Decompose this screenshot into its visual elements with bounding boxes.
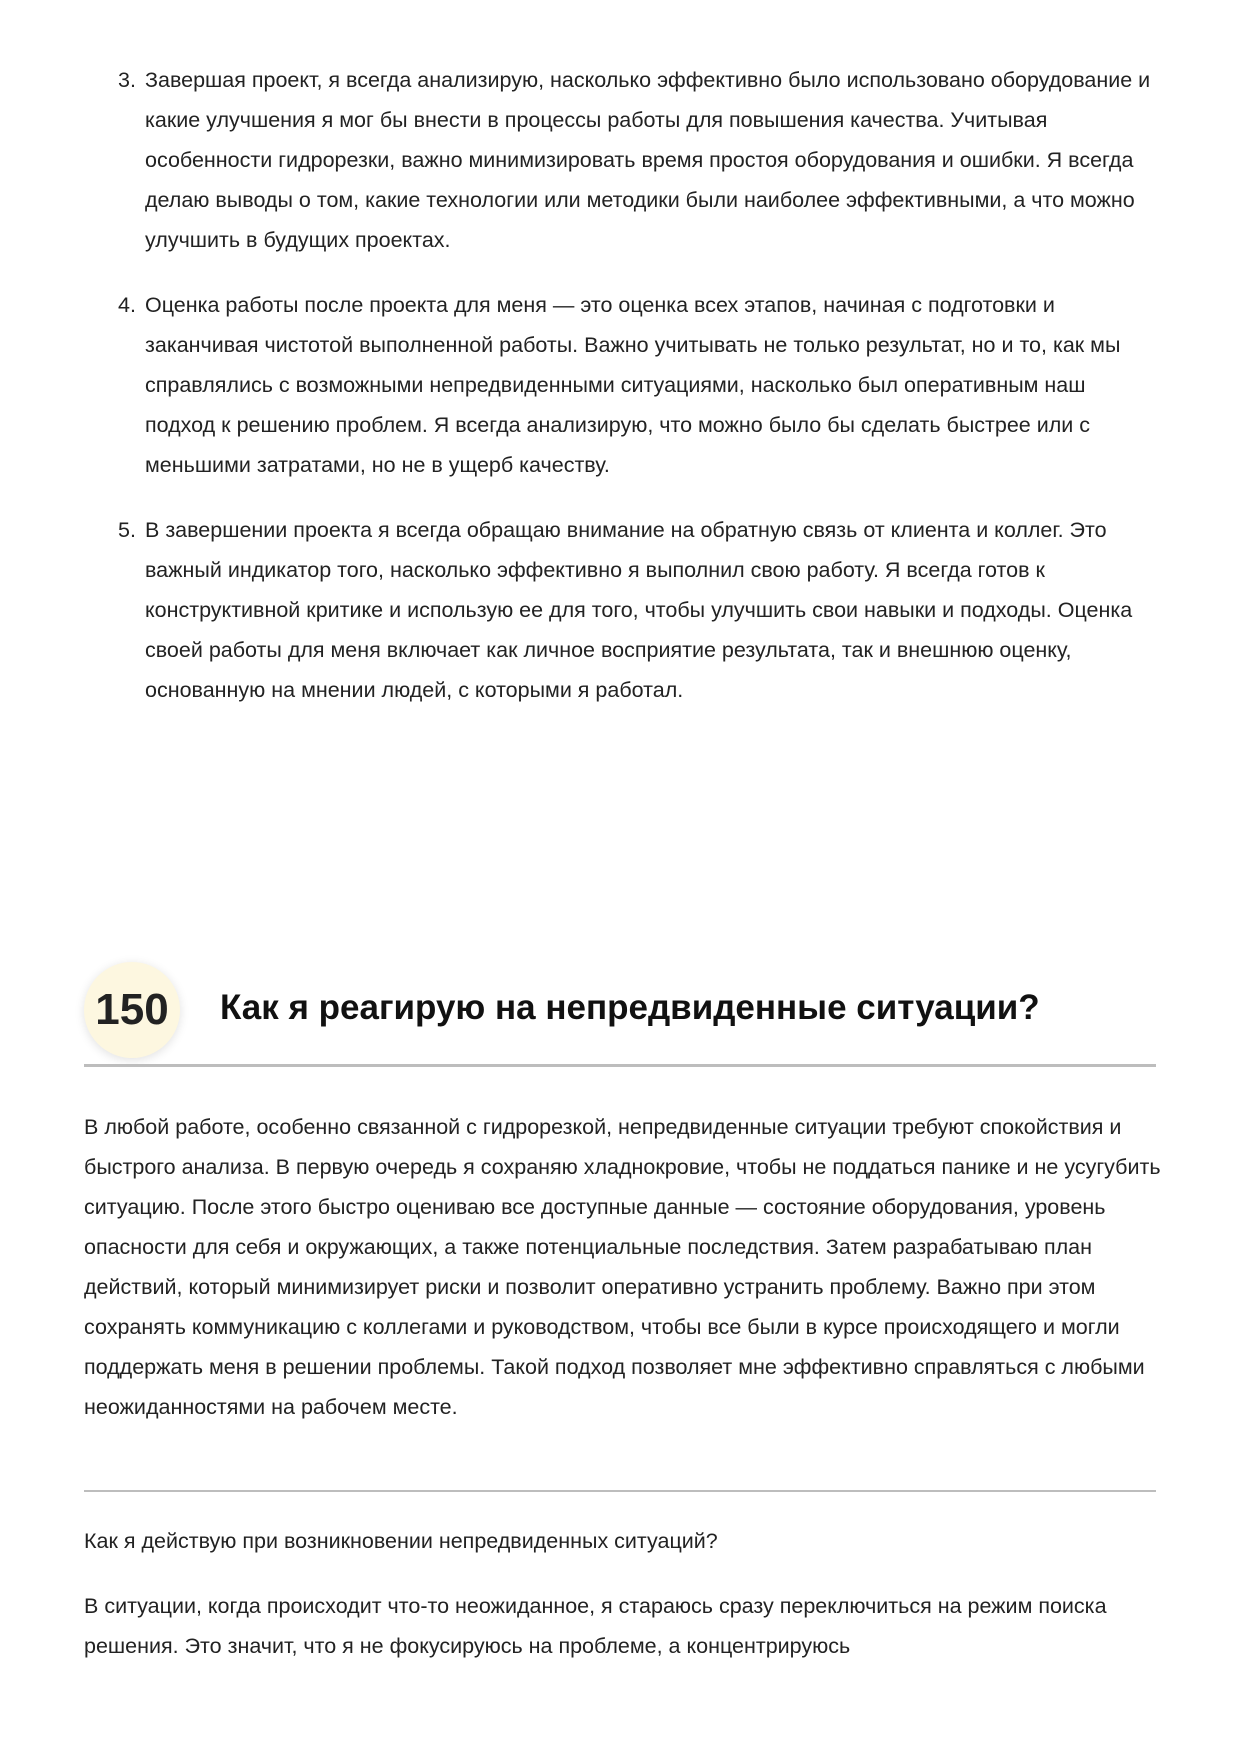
list-text: Оценка работы после проекта для меня — это оценка всех этапов, начиная с подготовки и заканчивая чистотой выполненной работы. Важно учитывать не только результат, но и то, как мы справлялись с возможными непредвиденными ситуациями, насколько был оперативным наш подход к решению проблем. Я всегда анализирую, что можно было бы сделать быстрее или с меньшими затратами, но не в ущерб качеству.: [145, 293, 1121, 477]
section-divider: [84, 1490, 1156, 1492]
followup-answer: В ситуации, когда происходит что-то неожиданное, я стараюсь сразу переключиться на режим поиска решения. Это значит, что я не фокусируюсь на проблеме, а концентрируюсь: [84, 1594, 1107, 1658]
list-number: 5.: [118, 518, 136, 542]
answer-paragraph: В любой работе, особенно связанной с гидрорезкой, непредвиденные ситуации требуют спокойствия и быстрого анализа. В первую очередь я сохраняю хладнокровие, чтобы не поддаться панике и не усугубить ситуацию. После этого быстро оцениваю все доступные данные — состояние оборудования, уровень опасности для себя и окружающих, а также потенциальные последствия. Затем разрабатываю план действий, который минимизирует риски и позволит оперативно устранить проблему. Важно при этом сохранять коммуникацию с коллегами и руководством, чтобы все были в курсе происходящего и могли поддержать меня в решении проблемы. Такой подход позволяет мне эффективно справляться с любыми неожиданностями на рабочем месте.: [84, 1115, 1161, 1419]
heading-divider: [84, 1064, 1156, 1067]
question-number-badge: 150: [84, 962, 180, 1058]
list-number: 4.: [118, 293, 136, 317]
section-title: Как я реагирую на непредвиденные ситуации?: [220, 988, 1040, 1027]
list-text: Завершая проект, я всегда анализирую, насколько эффективно было использовано оборудование и какие улучшения я мог бы внести в процессы работы для повышения качества. Учитывая особенности гидрорезки, важно минимизировать время простоя оборудования и ошибки. Я всегда делаю выводы о том, какие технологии или методики были наиболее эффективными, а что можно улучшить в будущих проектах.: [145, 68, 1151, 252]
list-number: 3.: [118, 68, 136, 92]
list-item: [118, 60, 1158, 260]
section-heading: [84, 960, 1156, 1064]
list-item: [118, 510, 1158, 710]
list-text: В завершении проекта я всегда обращаю внимание на обратную связь от клиента и коллег. Это важный индикатор того, насколько эффективно я выполнил свою работу. Я всегда готов к конструктивной критике и использую ее для того, чтобы улучшить свои навыки и подходы. Оценка своей работы для меня включает как личное восприятие результата, так и внешнюю оценку, основанную на мнении людей, с которыми я работал.: [145, 518, 1133, 702]
answer-list: [118, 60, 1158, 735]
list-item: [118, 285, 1158, 485]
followup-question: Как я действую при возникновении непредвиденных ситуаций?: [84, 1529, 718, 1553]
